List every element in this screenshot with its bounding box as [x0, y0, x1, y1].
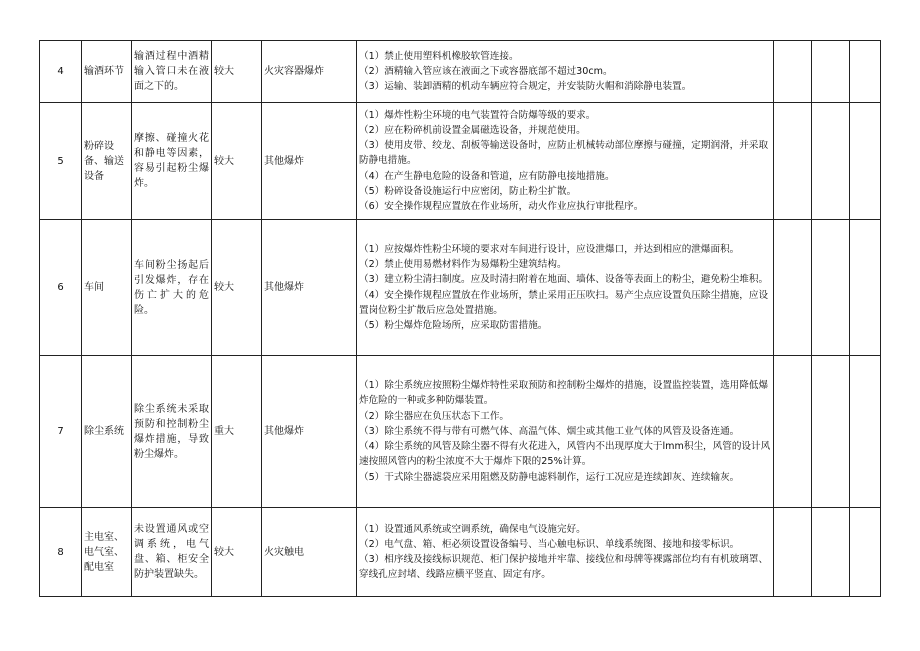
measure-item: （2）酒精输入管应该在液面之下或容器底部不超过30cm。: [359, 65, 613, 77]
empty-cell: [774, 103, 812, 220]
hazard-description: 车间粉尘扬起后引发爆炸，存在伤亡扩大的危险。: [132, 220, 212, 356]
control-measures: [357, 41, 774, 103]
accident-type: 火灾容器爆炸: [262, 41, 357, 103]
unit-name: 主电室、电气室、配电室: [82, 508, 132, 597]
measure-item: （4）在产生静电危险的设备和管道，应有防静电接地措施。: [359, 170, 615, 182]
measure-item: （3）使用皮带、绞龙、刮板等输送设备时，应防止机械转动部位摩擦与碰撞，定期润滑，并采取防静电措施。: [359, 140, 769, 167]
empty-cell: [850, 41, 881, 103]
hazard-description: 输酒过程中酒精输入管口未在液面之下的。: [132, 41, 212, 103]
risk-level: 较大: [212, 220, 262, 356]
row-number: 7: [40, 356, 82, 508]
empty-cell: [812, 103, 850, 220]
empty-cell: [774, 508, 812, 597]
empty-cell: [774, 220, 812, 356]
measure-item: （4）除尘系统的风管及除尘器不得有火花进入，风管内不出现厚度大于lmm积尘，风管的设计风速按照风管内的粉尘浓度不大于爆炸下限的25%计算。: [359, 441, 771, 468]
accident-type: 其他爆炸: [262, 356, 357, 508]
measure-item: （3）除尘系统不得与带有可燃气体、高温气体、烟尘或其他工业气体的风管及设备连通。: [359, 425, 740, 437]
empty-cell: [774, 356, 812, 508]
measure-item: （2）应在粉碎机前设置金属磁选设备，并规范使用。: [359, 124, 586, 136]
measure-item: （2）电气盘、箱、柜必须设置设备编号、当心触电标识、单线系统图、接地和接零标识。: [359, 538, 740, 550]
risk-level: 较大: [212, 103, 262, 220]
control-measures: [357, 508, 774, 597]
empty-cell: [812, 356, 850, 508]
measure-item: （4）安全操作规程应置放在作业场所，禁止采用正压吹扫。易产尘点应设置负压除尘措施，应设置岗位粉尘扩散后应急处置措施。: [359, 289, 769, 316]
hazard-description: 摩擦、碰撞火花和静电等因素，容易引起粉尘爆炸。: [132, 103, 212, 220]
unit-name: 除尘系统: [82, 356, 132, 508]
empty-cell: [850, 356, 881, 508]
measure-item: （1）禁止使用塑料机橡胶软管连接。: [359, 50, 519, 62]
risk-level: 较大: [212, 41, 262, 103]
empty-cell: [774, 41, 812, 103]
empty-cell: [812, 508, 850, 597]
control-measures: [357, 356, 774, 508]
empty-cell: [812, 41, 850, 103]
row-number: 6: [40, 220, 82, 356]
table-row: [40, 356, 881, 508]
unit-name: 车间: [82, 220, 132, 356]
measure-item: （1）设置通风系统或空调系统，确保电气设施完好。: [359, 523, 586, 535]
measure-item: （3）运输、装卸酒精的机动车辆应符合规定，并安装防火帽和消除静电装置。: [359, 81, 692, 93]
empty-cell: [850, 220, 881, 356]
row-number: 5: [40, 103, 82, 220]
risk-level: 较大: [212, 508, 262, 597]
measure-item: （3）建立粉尘清扫制度。应及时清扫附着在地面、墙体、设备等表面上的粉尘，避免粉尘堆积。: [359, 274, 769, 286]
table-row: [40, 508, 881, 597]
risk-level: 重大: [212, 356, 262, 508]
accident-type: 火灾触电: [262, 508, 357, 597]
unit-name: 输酒环节: [82, 41, 132, 103]
row-number: 8: [40, 508, 82, 597]
control-measures: [357, 103, 774, 220]
measure-item: （5）干式除尘器滤袋应采用阻燃及防静电滤料制作，运行工况应是连续卸灰、连续输灰。: [359, 471, 740, 483]
unit-name: 粉碎设备、输送设备: [82, 103, 132, 220]
control-measures: [357, 220, 774, 356]
row-number: 4: [40, 41, 82, 103]
table-row: [40, 220, 881, 356]
measure-item: （5）粉尘爆炸危险场所，应采取防雷措施。: [359, 319, 548, 331]
measure-item: （1）除尘系统应按照粉尘爆炸特性采取预防和控制粉尘爆炸的措施，设置监控装置，选用降低爆炸危险的一种或多种防爆装置。: [359, 380, 769, 407]
empty-cell: [812, 220, 850, 356]
measure-item: （2）禁止使用易燃材料作为易爆粉尘建筑结构。: [359, 259, 567, 271]
measure-item: （3）相序线及接线标识规范、柜门保护接地并牢靠、接线位和母牌等裸露部位均有有机玻璃罩、穿线孔应封堵、线路应横平竖直、固定有序。: [359, 554, 769, 581]
table-row: [40, 41, 881, 103]
measure-item: （6）安全操作规程应置放在作业场所，动火作业应执行审批程序。: [359, 201, 644, 212]
measure-item: （1）应按爆炸性粉尘环境的要求对车间进行设计，应设泄爆口，并达到相应的泄爆面积。: [359, 243, 740, 255]
table-row: [40, 103, 881, 220]
measure-item: （1）爆炸性粉尘环境的电气装置符合防爆等级的要求。: [359, 109, 596, 121]
risk-assessment-table: [39, 40, 881, 597]
accident-type: 其他爆炸: [262, 220, 357, 356]
measure-item: （5）粉碎设备设施运行中应密闭，防止粉尘扩散。: [359, 185, 577, 197]
hazard-description: 除尘系统未采取预防和控制粉尘爆炸措施，导致粉尘爆炸。: [132, 356, 212, 508]
hazard-description: 未设置通风或空调系统，电气盘、箱、柜安全防护装置缺失。: [132, 508, 212, 597]
empty-cell: [850, 508, 881, 597]
accident-type: 其他爆炸: [262, 103, 357, 220]
empty-cell: [850, 103, 881, 220]
measure-item: （2）除尘器应在负压状态下工作。: [359, 410, 510, 422]
